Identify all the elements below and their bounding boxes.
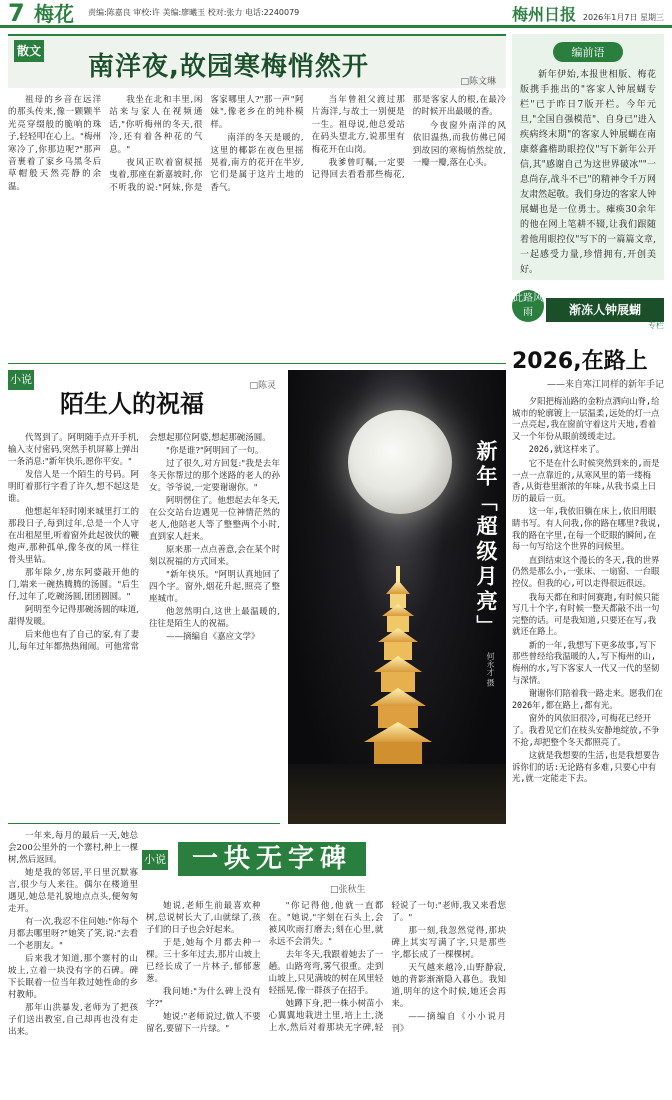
paragraph: 谢谢你们陪着我一路走来。愿我们在2026年,都在路上,都有光。: [512, 688, 663, 710]
paragraph: 他忽然明白,这世上最温暖的,往往是陌生人的祝福。: [149, 607, 280, 629]
paper-name: 梅州日报: [511, 5, 576, 24]
editor-credits: 责编:陈嘉良 审校:许 美编:廖曦玉 校对:张力 电话:2240079: [88, 8, 300, 17]
bottom-article-headline: 一块无字碑: [178, 842, 366, 876]
paragraph: 那年山洪暴发,老师为了把孩子们送出教室,自己却再也没有走出来。: [8, 1003, 138, 1037]
photo-credit: 何永才 摄: [486, 652, 495, 687]
paragraph: 她说,老师生前最喜欢种树,总说树长大了,山就绿了,孩子们的日子也会好起来。: [146, 901, 261, 935]
mid-article-headline: 陌生人的祝福: [60, 390, 204, 418]
editor-note: [512, 34, 664, 280]
moon: [348, 410, 452, 514]
paragraph: 2026,就这样来了。: [528, 444, 605, 455]
bottom-article: [8, 830, 506, 1092]
paragraph: 阿明至今记得那碗汤圆的味道,甜得发暖。: [8, 605, 139, 627]
paragraph: 这就是我想要的生活,也是我想要告诉你们的话:无论路有多难,只要心中有光,就一定能走下去。: [512, 750, 660, 784]
bottom-article-body-left: [8, 830, 138, 1092]
paragraph: 他想起年轻时刚来城里打工的那段日子,每到过年,总是一个人守在出租屋里,听着窗外此起彼伏的鞭炮声,那种孤单,像冬夜的风一样往骨头里钻。: [8, 507, 139, 565]
paragraph: 天气越来越冷,山野静寂,她的背影渐渐隐入暮色。我知道,明年的这个时候,她还会再来。: [391, 963, 506, 1009]
pagoda-illustration: [348, 566, 448, 766]
paragraph: 有一次,我忍不住问她:"你每个月都去哪里呀?"她笑了笑,说:"去看一个老朋友。": [8, 917, 138, 951]
article-category-tag: 小说: [142, 850, 168, 870]
paragraph: "你记得他,他就一直都在。"她说,"字刻在石头上,会被风吹雨打磨去;刻在心里,就永远不会消失。": [268, 901, 384, 947]
mid-article-body: [8, 432, 280, 820]
paragraph: 今夜窗外南洋的风依旧温热,而我仿佛已闻到故园的寒梅悄然绽放,一瓣一瓣,落在心头。: [412, 120, 506, 169]
editor-note-tag: 编前语: [553, 42, 623, 62]
top-story-body: [8, 94, 506, 359]
paragraph: 过了很久,对方回复:"我是去年冬天你帮过的那个迷路的老人的孙女。爷爷说,一定要谢谢你。": [149, 459, 280, 493]
masthead: [0, 0, 672, 28]
editor-note-text: 新年伊始,本报世相版、梅花版携手推出的"客家人钟展蝴专栏"已于昨日7版开栏。今年元旦,"全国自强模范"、自身已"进入疾病终末期"的客家人钟展蝴在南康蔡鑫楷助眼控仪"写下新年公开信,其"感谢自己为这世界破冰""一息尚存,战斗不已"的精神令千万网友肃然起敬。我们身边的客家人钟展蝴也是一位勇士。瘫痪30余年的他在网上笔耕不辍,让我们跟随着他用眼控仪"写下的一篇篇文章,一起感受力量,珍惜拥有,开创美好。: [520, 70, 656, 275]
paragraph: 新的一年,我想写下更多故事,写下那些曾经给我温暖的人,写下梅州的山,梅州的水,写下客家人一代又一代的坚韧与深情。: [512, 639, 660, 685]
paragraph: "你是谁?"阿明回了一句。: [166, 446, 264, 456]
paragraph: 原来那一点点善意,会在某个时刻以祝福的方式回来。: [149, 545, 280, 567]
right-article-subhead: ——来自寒江同样的新年手记: [546, 380, 664, 390]
paragraph: 一年来,每月的最后一天,她总会200公里外的一个寨村,种上一棵树,然后返回。: [8, 831, 138, 865]
right-article-headline: 2026,在路上: [512, 349, 648, 374]
top-story-headline: 南洋夜,故园寒梅悄然开: [88, 52, 369, 82]
paragraph: 那一刻,我忽然觉得,那块碑上其实写满了字,只是那些字,都长成了一棵棵树。: [391, 926, 506, 960]
top-story: [8, 34, 506, 364]
photo-ground: [288, 764, 506, 824]
section-name: 梅花: [34, 2, 74, 26]
article-category-tag: 散文: [14, 40, 44, 62]
bottom-article-byline: □张秋生: [330, 885, 366, 895]
paragraph: 祖母的乡音在远洋的那头传来,像一颗颗半光亮穿缀般的脆响的珠子,轻轻叩在心上。"梅州寒冷了,你那边呢?"那声音裹着了家乡乌黑冬后草帽般天然亮静的余温。: [8, 95, 102, 192]
paragraph: 夜风正吹着窗棂摇曳着,那座在新嘉坡时,你不听我的说:"阿妹,你是客家哪里人?"那一声"阿妹",像老乡在的纯朴模样。: [109, 95, 304, 193]
paragraph: 我每天都在和时间赛跑,有时候只能写几十个字,有时候一整天都敲不出一句完整的话。可是我知道,只要还在写,我就还在路上。: [512, 591, 660, 637]
photo-caption: 新年「超级月亮」: [474, 440, 498, 640]
paragraph: 这一年,我依旧躺在床上,依旧用眼睛书写。有人问我,你的路在哪里?我说,我的路在字里,在每一个眨眼的瞬间,在每一句写给这个世界的问候里。: [512, 506, 662, 552]
paragraph: 我坐在北和丰里,闲站来与家人在视频通话,"你听梅州的冬天,很冷,还有着各种花的气息。": [109, 95, 203, 155]
mid-article-byline: □陈灵: [249, 381, 276, 391]
paragraph: 我问她:"为什么碑上没有字?": [146, 987, 261, 1009]
supermoon-photo: [288, 370, 506, 824]
paragraph: 去年冬天,我跟着她去了一趟。山路弯弯,雾气很重。走到山坡上,只见满坡的树在风里轻轻摇晃,像一群孩子在招手。: [268, 950, 384, 996]
article-category-tag: 小说: [8, 370, 34, 390]
paragraph: 它不是在什么时候突然到来的,而是一点一点靠近的,从寒风里的第一缕梅香,从街巷里渐浓的年味,从我书桌上日历的最后一页。: [512, 457, 660, 503]
top-story-banner: [8, 34, 506, 88]
paragraph: 后来他也有了自己的家,有了妻儿,每年过年都热热闹闹。可他常常会想起那位阿婆,想起那碗汤圆。: [8, 433, 271, 652]
paragraph: 直到结束这个漫长的冬天,我的世界仍然是那么小,一张床、一扇窗、一台眼控仪。但我的心,可以走得很远很远。: [512, 554, 660, 588]
page-number: 7: [8, 0, 25, 27]
paragraph: 于是,她每个月都去种一棵。三十多年过去,那片山坡上已经长成了一片林子,郁郁葱葱。: [146, 938, 261, 984]
paragraph: ——摘编自《小小说月刊》: [391, 1012, 506, 1034]
paragraph: 南洋的冬天是暖的,这里的椰影在夜色里摇晃着,南方的花开在半岁,它们是属于这片土地的香气。: [210, 133, 304, 193]
column-name: 渐冻人钟展蝴: [546, 298, 664, 322]
right-article-body: [512, 396, 664, 1096]
paragraph: 后来我才知道,那个寨村的山坡上,立着一块没有字的石碑。碑下长眠着一位当年救过她性命的乡村教师。: [8, 954, 138, 1000]
paragraph: 她是我的邻居,平日里沉默寡言,很少与人来往。偶尔在楼道里遇见,她总是礼貌地点点头,便匆匆走开。: [8, 868, 138, 914]
paragraph: "新年快乐。"阿明认真地回了四个字。窗外,烟花升起,照亮了整座城市。: [149, 570, 280, 604]
paragraph: ——摘编自《嘉应文学》: [166, 632, 260, 642]
mid-article: [8, 370, 280, 824]
paragraph: 代驾到了。阿明随手点开手机,输入支付密码,突然手机屏幕上弹出一条消息:"新年快乐,愿你平安。": [8, 433, 139, 467]
column-series-badge: 此路风雨: [512, 290, 544, 322]
paragraph: 窗外的风依旧很冷,可梅花已经开了。我看见它们在枝头安静地绽放,不争不抢,却把整个冬天都照亮了。: [512, 713, 660, 747]
paragraph: 阿明愣住了。他想起去年冬天,在公交站台边遇见一位神情茫然的老人,他陪老人等了整整两个小时,直到家人赶来。: [149, 496, 280, 542]
top-story-byline: □陈文琳: [460, 77, 496, 87]
paragraph: 她说:"老师说过,做人不要留名,要留下一片绿。": [146, 1012, 261, 1034]
bottom-article-body-right: [146, 900, 506, 1092]
column-banner: [512, 290, 664, 336]
issue-date: 2026年1月7日 星期三: [582, 13, 664, 22]
paragraph: 她蹲下身,把一株小树苗小心翼翼地栽进土里,培上土,浇上水,然后对着那块无字碑,轻轻说了一句:"老师,我又来看您了。": [268, 901, 506, 1033]
paragraph: 当年曾祖父渡过那片海洋,与故土一别便是一生。祖母说,他总爱站在码头望北方,说那里有梅花开在山岗。: [311, 95, 405, 155]
column-label: 专栏: [648, 321, 664, 330]
paragraph: 夕阳把梅汕路的金粉点洒向山脊,给城市的轮廓镀上一层温柔,远处的灯一点一点亮起,我在窗前守着这片天地,看着又一个年份从眼前缓缓走过。: [512, 396, 660, 441]
paragraph: 我爹曾叮嘱,一定要记得回去看看那些梅花,那是客家人的根,在最冷的时候开出最暖的香。: [311, 95, 506, 181]
paragraph: 发信人是一个陌生的号码。阿明盯着那行字看了许久,想不起这是谁。: [8, 470, 139, 504]
paragraph: 那年除夕,房东阿婆敲开他的门,端来一碗热腾腾的汤圆。"后生仔,过年了,吃碗汤圆,团团圆圆。": [8, 568, 139, 602]
right-article: [512, 344, 664, 1092]
